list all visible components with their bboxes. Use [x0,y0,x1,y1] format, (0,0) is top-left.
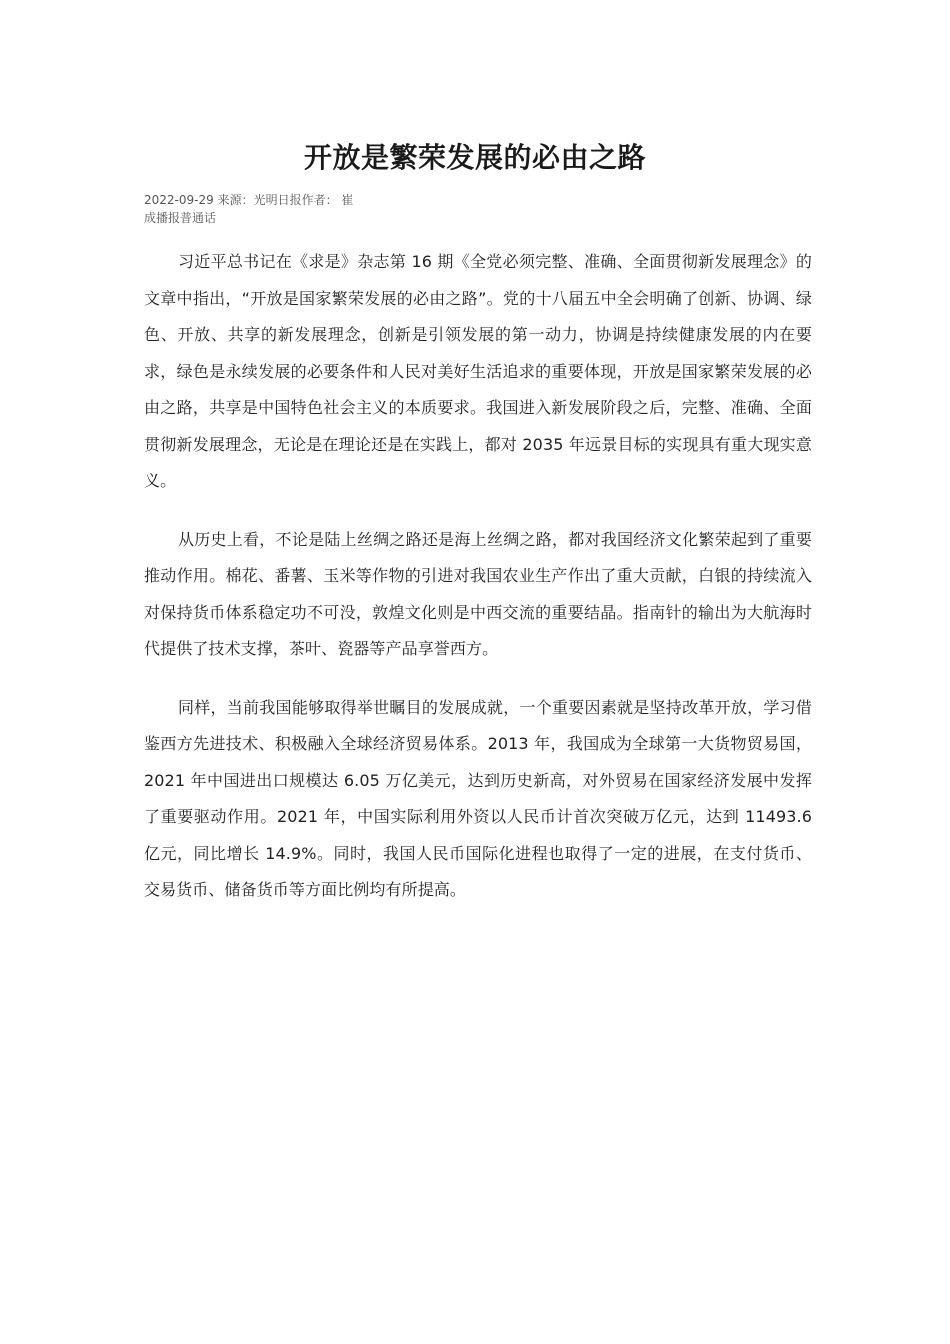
paragraph: 习近平总书记在《求是》杂志第 16 期《全党必须完整、准确、全面贯彻新发展理念》的文章中指出，“开放是国家繁荣发展的必由之路”。党的十八届五中全会明确了创新、协调、绿色、开放、共享的新发展理念，创新是引领发展的第一动力，协调是持续健康发展的内在要求，绿色是永续发展的必要条件和人民对美好生活追求的重要体现，开放是国家繁荣发展的必由之路，共享是中国特色社会主义的本质要求。我国进入新发展阶段之后，完整、准确、全面贯彻新发展理念，无论是在理论还是在实践上，都对 2035 年远景目标的实现具有重大现实意义。 [144,252,812,490]
article-title: 开放是繁荣发展的必由之路 [303,141,646,174]
article-source: 来源：光明日报作者： [217,193,338,207]
article-body [144,244,812,931]
paragraph: 同样，当前我国能够取得举世瞩目的发展成就，一个重要因素就是坚持改革开放，学习借鉴西方先进技术、积极融入全球经济贸易体系。2013 年，我国成为全球第一大货物贸易国，2021 年中国进出口规模达 6.05 万亿美元，达到历史新高，对外贸易在国家经济发展中发挥了重要驱动作用。2021 年，中国实际利用外资以人民币计首次突破万亿元，达到 11493.6 亿元，同比增长 14.9%。同时，我国人民币国际化进程也取得了一定的进展，在支付货币、交易货币、储备货币等方面比例均有所提高。 [144,697,812,899]
paragraph: 从历史上看，不论是陆上丝绸之路还是海上丝绸之路，都对我国经济文化繁荣起到了重要推动作用。棉花、番薯、玉米等作物的引进对我国农业生产作出了重大贡献，白银的持续流入对保持货币体系稳定功不可没，敦煌文化则是中西交流的重要结晶。指南针的输出为大航海时代提供了技术支撑，茶叶、瓷器等产品享誉西方。 [144,529,812,658]
article-meta [144,191,364,227]
article-date: 2022-09-29 [144,193,214,207]
article-author: 崔成播报普通话 [144,193,354,225]
